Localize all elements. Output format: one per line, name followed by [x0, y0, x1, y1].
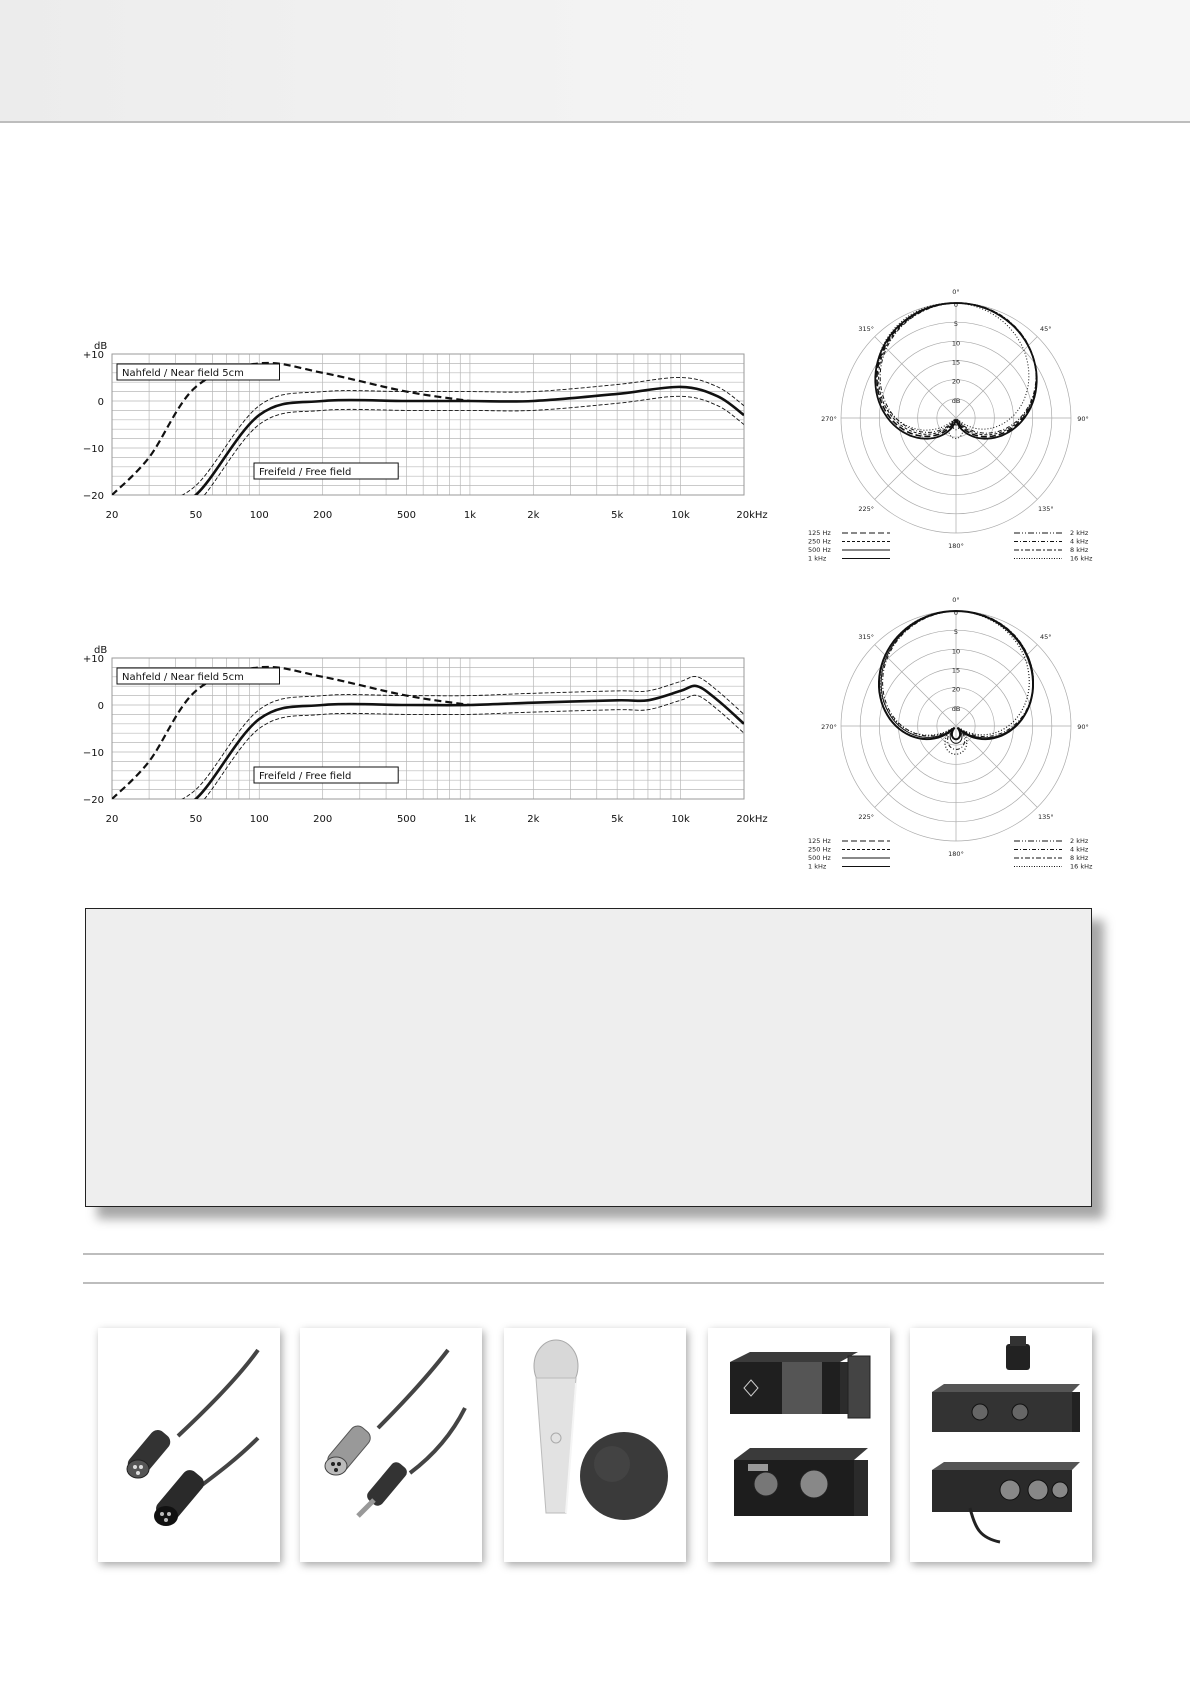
free-field-label	[254, 463, 398, 479]
polar-legend-right-label: 4 kHz	[1070, 537, 1089, 546]
polar-legend-right-label: 4 kHz	[1070, 845, 1089, 854]
polar-angle-label: 270°	[821, 415, 837, 423]
polar-ring-label: 15	[951, 666, 961, 675]
tolerance-lower-line	[112, 396, 744, 532]
y-tick-label: +10	[82, 350, 104, 361]
free-field-label-text: Freifeld / Free field	[259, 467, 352, 478]
polar-legend-left-label: 250 Hz	[808, 537, 831, 546]
x-tick-label: 1k	[463, 814, 476, 825]
polar-legend-left-label: 500 Hz	[808, 854, 831, 862]
y-tick-label: −10	[82, 748, 104, 759]
polar-angle-label: 135°	[1037, 504, 1054, 513]
y-axis-unit: dB	[94, 341, 108, 352]
polar-legend-right-label: 16 kHz	[1070, 862, 1093, 871]
polar-pattern-svg	[806, 280, 1106, 575]
polar-angle-label: 315°	[858, 325, 875, 334]
free-field-label-text: Freifeld / Free field	[259, 771, 352, 782]
x-tick-label: 5k	[611, 510, 624, 521]
polar-ring-label: 5	[953, 320, 959, 329]
polar-angle-label: 180°	[948, 542, 964, 550]
polar-angle-label: 45°	[1040, 633, 1052, 642]
frequency-response-svg	[80, 636, 770, 856]
accessory-photo-xlr-cable	[98, 1328, 280, 1562]
divider-top	[83, 1253, 1104, 1255]
polar-ring-label: dB	[951, 704, 961, 713]
polar-legend-right-label: 8 kHz	[1070, 546, 1089, 554]
x-tick-label: 10k	[671, 510, 690, 521]
divider-bottom	[83, 1282, 1104, 1284]
header-band	[0, 0, 1190, 123]
polar-ring-label: 10	[951, 647, 961, 656]
series-free-field-line	[112, 387, 744, 523]
polar-pattern-svg	[806, 588, 1106, 883]
polar-angle-label: 270°	[821, 723, 837, 731]
info-box	[85, 908, 1092, 1207]
y-tick-label: 0	[97, 397, 104, 408]
polar-angle-label: 90°	[1077, 723, 1089, 731]
polar-grid	[841, 611, 1071, 841]
polar-angle-label: 315°	[858, 633, 875, 642]
accessory-photo-microphone-windscreen	[504, 1328, 686, 1562]
polar-pattern-chart-2	[806, 588, 1106, 883]
near-field-label	[117, 364, 280, 380]
polar-legend-right-label: 16 kHz	[1070, 554, 1093, 563]
polar-ring-label: dB	[951, 396, 961, 405]
polar-ring-label: 0	[953, 301, 959, 309]
polar-angle-label: 225°	[858, 504, 875, 513]
polar-legend-left-label: 250 Hz	[808, 845, 831, 854]
polar-angle-label: 90°	[1077, 415, 1089, 423]
x-tick-label: 100	[249, 510, 269, 521]
free-field-label	[254, 767, 398, 783]
x-tick-label: 20kHz	[736, 510, 768, 521]
x-tick-label: 500	[396, 814, 417, 825]
accessory-photo-power-supply	[708, 1328, 890, 1562]
tolerance-lower-line	[112, 695, 744, 836]
accessory-photo-phantom-power-unit	[910, 1328, 1092, 1562]
polar-legend-right-label: 2 kHz	[1070, 837, 1089, 845]
y-tick-label: −20	[82, 795, 104, 806]
x-tick-label: 20	[105, 814, 119, 825]
x-tick-label: 5k	[611, 814, 624, 825]
polar-legend-left-label: 125 Hz	[808, 529, 831, 537]
x-tick-label: 2k	[527, 814, 540, 825]
polar-ring-label: 20	[951, 377, 961, 386]
y-tick-label: +10	[82, 654, 104, 665]
frequency-response-chart-2	[80, 636, 770, 856]
polar-ring-label: 15	[951, 358, 961, 367]
polar-legend-right-label: 8 kHz	[1070, 854, 1089, 862]
polar-legend-left-label: 1 kHz	[808, 554, 827, 563]
polar-angle-label: 0°	[952, 288, 960, 296]
polar-grid	[841, 303, 1071, 533]
polar-ring-label: 5	[953, 628, 959, 637]
polar-pattern-chart-1	[806, 280, 1106, 575]
polar-angle-label: 135°	[1037, 812, 1054, 821]
x-tick-label: 500	[396, 510, 417, 521]
frequency-response-chart-1	[80, 332, 770, 552]
x-tick-label: 50	[189, 510, 203, 521]
accessory-photo-xlr-jack-cable	[300, 1328, 482, 1562]
y-axis-unit: dB	[94, 645, 108, 656]
y-tick-label: −10	[82, 444, 104, 455]
x-tick-label: 20	[105, 510, 119, 521]
y-tick-label: 0	[97, 701, 104, 712]
polar-angle-label: 225°	[858, 812, 875, 821]
polar-angle-label: 45°	[1040, 325, 1052, 334]
near-field-label	[117, 668, 280, 684]
x-tick-label: 200	[313, 814, 333, 825]
polar-angle-label: 180°	[948, 850, 964, 858]
series-free-field-line	[112, 686, 744, 827]
y-tick-label: −20	[82, 491, 104, 502]
x-tick-label: 10k	[671, 814, 690, 825]
polar-ring-label: 20	[951, 685, 961, 694]
tolerance-upper-line	[112, 377, 744, 513]
x-tick-label: 20kHz	[736, 814, 768, 825]
polar-legend-left-label: 125 Hz	[808, 837, 831, 845]
polar-ring-label: 0	[953, 609, 959, 617]
polar-ring-label: 10	[951, 339, 961, 348]
polar-legend-left-label: 1 kHz	[808, 862, 827, 871]
x-tick-label: 100	[249, 814, 269, 825]
x-tick-label: 2k	[527, 510, 540, 521]
near-field-label-text: Nahfeld / Near field 5cm	[122, 368, 244, 379]
x-tick-label: 200	[313, 510, 333, 521]
polar-angle-label: 0°	[952, 596, 960, 604]
x-tick-label: 1k	[463, 510, 476, 521]
polar-legend-left-label: 500 Hz	[808, 546, 831, 554]
polar-legend-right-label: 2 kHz	[1070, 529, 1089, 537]
x-tick-label: 50	[189, 814, 203, 825]
frequency-response-svg	[80, 332, 770, 552]
near-field-label-text: Nahfeld / Near field 5cm	[122, 672, 244, 683]
